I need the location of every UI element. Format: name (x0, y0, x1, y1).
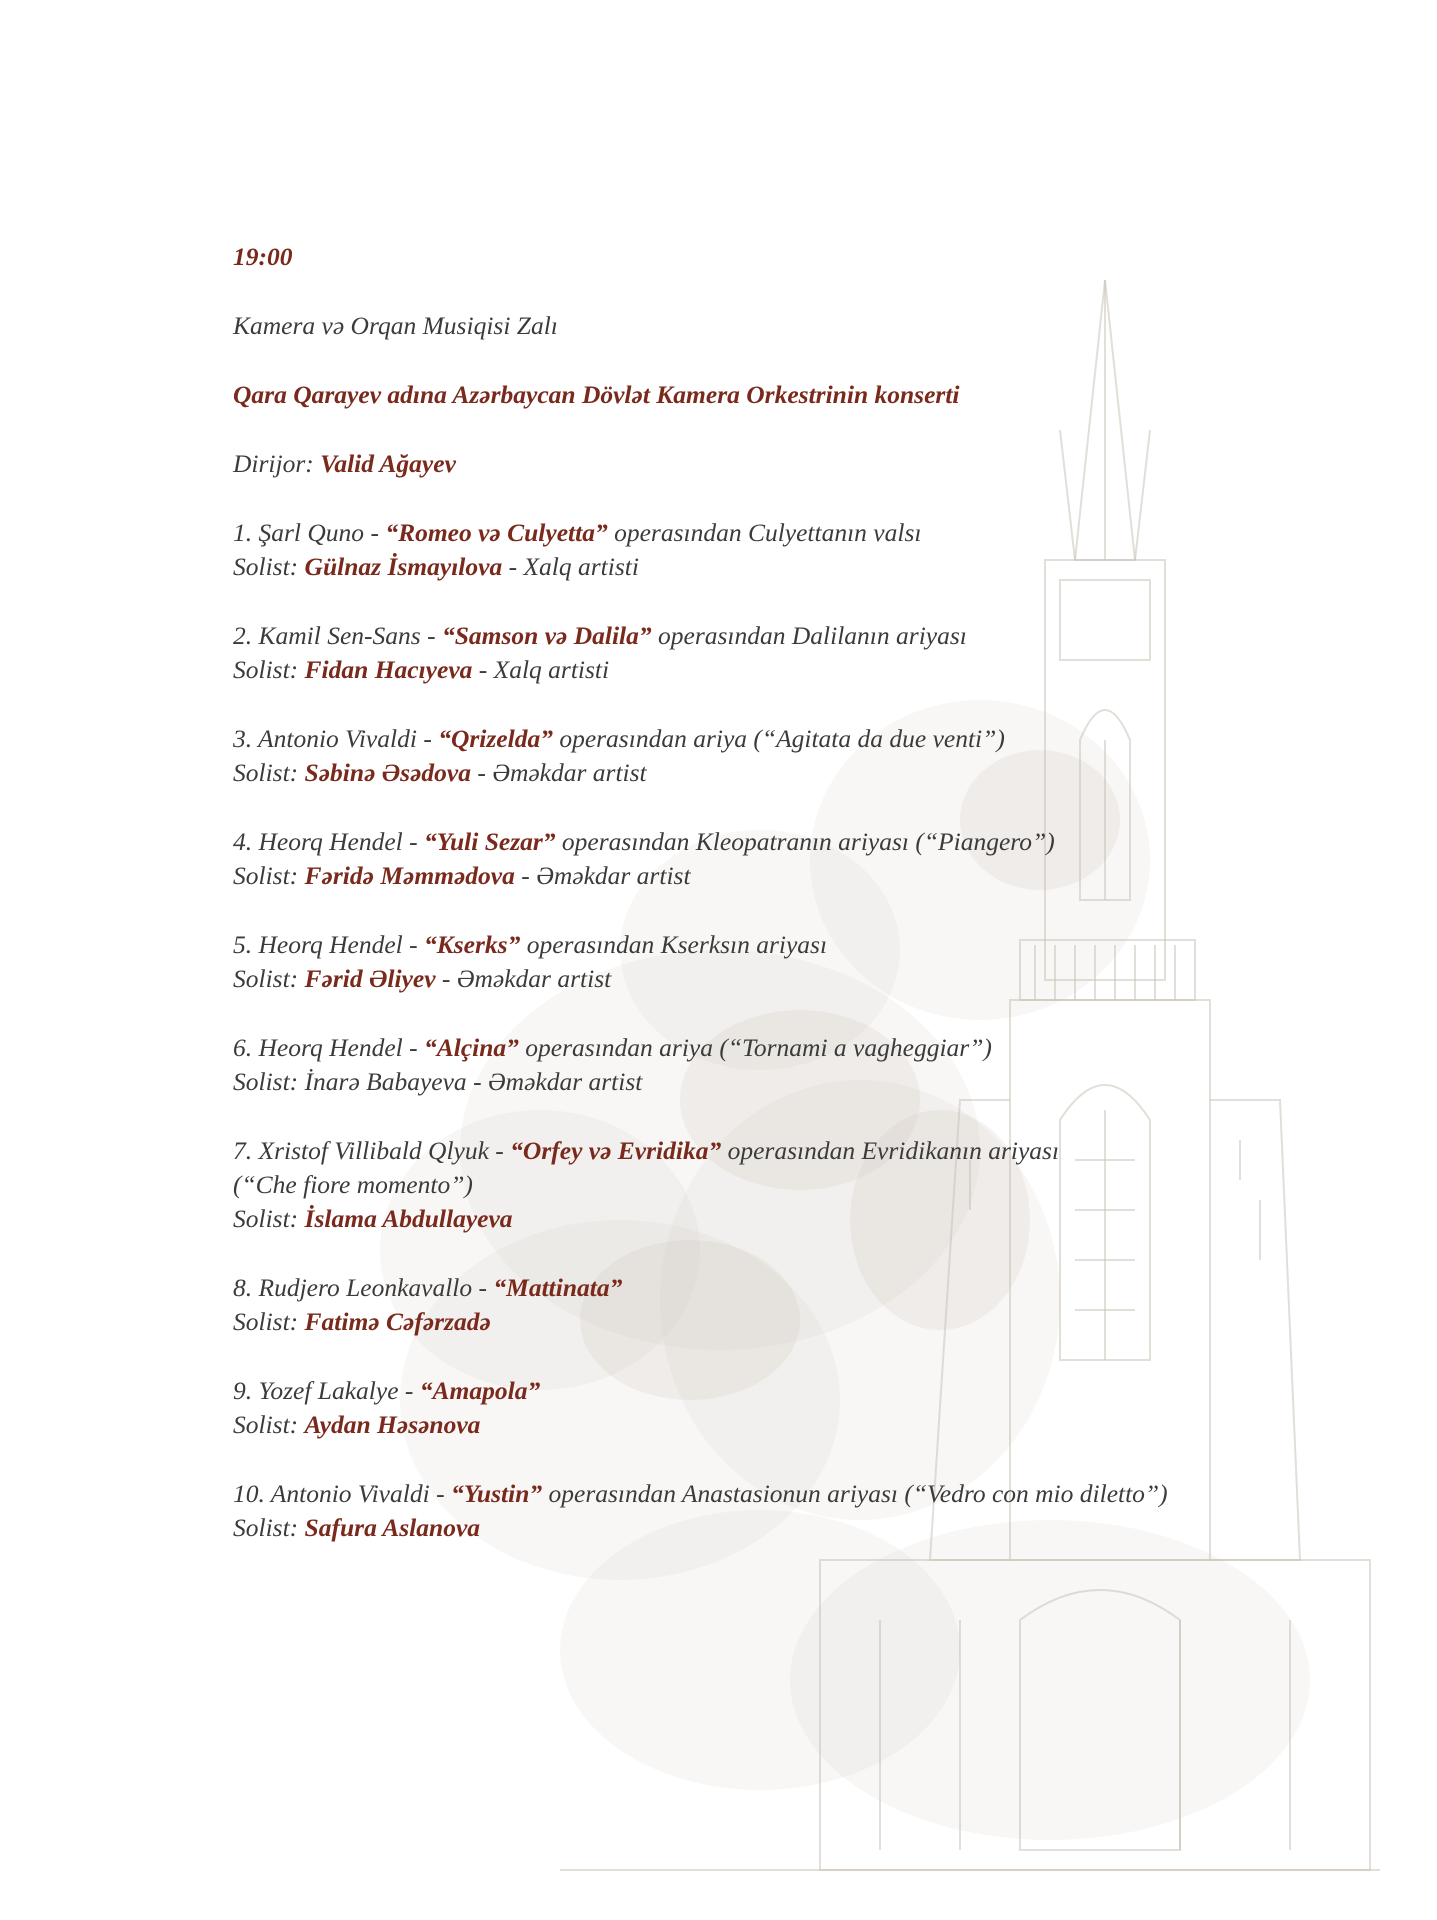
soloist-label: Solist: (233, 758, 305, 787)
composer: Şarl Quno (258, 518, 365, 547)
work-desc: operasından ariya (“Tornami a vagheggiar”) (518, 1033, 992, 1062)
item-number: 4. (233, 827, 253, 856)
item-number: 2. (233, 621, 253, 650)
soloist-title: - Xalq artisti (472, 655, 610, 684)
item-number: 9. (233, 1376, 253, 1405)
soloist-title: - Əməkdar artist (435, 964, 612, 993)
program-item (233, 619, 1353, 687)
soloist-name: Fatimə Cəfərzadə (304, 1307, 491, 1336)
work-title: “Amapola” (419, 1376, 541, 1405)
piece-line: 8. Rudjero Leonkavallo - “Mattinata” (233, 1273, 623, 1302)
program-item (233, 516, 1353, 584)
work-title: “Qrizelda” (438, 724, 553, 753)
soloist-line (233, 1065, 1353, 1099)
work-title: “Romeo və Culyetta” (385, 518, 608, 547)
work-desc: operasından Dalilanın ariyası (651, 621, 967, 650)
soloist-line (233, 756, 1353, 790)
piece-line: 2. Kamil Sen-Sans - “Samson və Dalila” operasından Dalilanın ariyası (233, 621, 967, 650)
program-item (233, 1374, 1353, 1442)
conductor-name: Valid Ağayev (320, 449, 456, 478)
soloist-label: Solist: (233, 1067, 305, 1096)
soloist-name: İnarə Babayeva (304, 1067, 467, 1096)
composer: Antonio Vivaldi (270, 1479, 430, 1508)
composer: Yozef Lakalye (258, 1376, 399, 1405)
item-number: 5. (233, 930, 253, 959)
soloist-name: Fidan Hacıyeva (304, 655, 473, 684)
soloist-title: - Əməkdar artist (470, 758, 647, 787)
soloist-name: Gülnaz İsmayılova (304, 552, 503, 581)
item-number: 8. (233, 1273, 253, 1302)
program-item (233, 1031, 1353, 1099)
conductor-line (233, 447, 1353, 481)
soloist-label: Solist: (233, 1410, 305, 1439)
soloist-line (233, 859, 1353, 893)
soloist-name: Səbinə Əsədova (304, 758, 471, 787)
work-desc: operasından Kleopatranın ariyası (“Piangero”) (555, 827, 1055, 856)
concert-title: Qara Qarayev adına Azərbaycan Dövlət Kamera Orkestrinin konserti (233, 380, 960, 409)
item-number: 7. (233, 1136, 253, 1165)
work-desc: operasından Anastasionun ariyası (“Vedro con mio diletto”) (542, 1479, 1168, 1508)
soloist-label: Solist: (233, 655, 305, 684)
piece-line: 6. Heorq Hendel - “Alçina” operasından ariya (“Tornami a vagheggiar”) (233, 1033, 992, 1062)
composer: Kamil Sen-Sans (258, 621, 421, 650)
item-number: 6. (233, 1033, 253, 1062)
venue: Kamera və Orqan Musiqisi Zalı (233, 311, 558, 340)
composer: Heorq Hendel (258, 827, 403, 856)
program-item (233, 1134, 1353, 1236)
soloist-label: Solist: (233, 1307, 305, 1336)
work-title: “Yustin” (450, 1479, 543, 1508)
piece-line: 10. Antonio Vivaldi - “Yustin” operasından Anastasionun ariyası (“Vedro con mio diletto”) (233, 1479, 1168, 1508)
soloist-name: Fəridə Məmmədova (304, 861, 515, 890)
composer: Rudjero Leonkavallo (258, 1273, 473, 1302)
work-title: “Kserks” (423, 930, 521, 959)
work-title: “Orfey və Evridika” (510, 1136, 722, 1165)
soloist-line (233, 653, 1353, 687)
work-title: “Alçina” (423, 1033, 519, 1062)
work-title: “Mattinata” (493, 1273, 623, 1302)
soloist-line (233, 1305, 1353, 1339)
program-item (233, 928, 1353, 996)
soloist-name: Safura Aslanova (304, 1513, 481, 1542)
program-item (233, 825, 1353, 893)
soloist-name: Fərid Əliyev (304, 964, 436, 993)
piece-line: 5. Heorq Hendel - “Kserks” operasından Kserksın ariyası (233, 930, 828, 959)
program-item (233, 722, 1353, 790)
soloist-label: Solist: (233, 964, 305, 993)
item-number: 1. (233, 518, 253, 547)
soloist-label: Solist: (233, 552, 305, 581)
work-desc: operasından Kserksın ariyası (520, 930, 828, 959)
item-number: 3. (233, 724, 253, 753)
soloist-line (233, 1408, 1353, 1442)
composer: Antonio Vivaldi (258, 724, 417, 753)
work-desc: operasından ariya (“Agitata da due venti”) (552, 724, 1005, 753)
work-title: “Yuli Sezar” (423, 827, 556, 856)
soloist-label: Solist: (233, 861, 305, 890)
piece-line: 1. Şarl Quno - “Romeo və Culyetta” operasından Culyettanın valsı (233, 518, 922, 547)
soloist-line (233, 1202, 1353, 1236)
program-list (233, 516, 1353, 1545)
composer: Heorq Hendel (258, 1033, 403, 1062)
work-title: “Samson və Dalila” (441, 621, 652, 650)
conductor-label: Dirijor: (233, 449, 321, 478)
soloist-title: - Xalq artisti (502, 552, 639, 581)
soloist-label: Solist: (233, 1204, 305, 1233)
item-number: 10. (233, 1479, 265, 1508)
composer: Heorq Hendel (258, 930, 403, 959)
piece-line-continued: (“Che fiore momento”) (233, 1170, 473, 1199)
piece-line: 4. Heorq Hendel - “Yuli Sezar” operasından Kleopatranın ariyası (“Piangero”) (233, 827, 1055, 856)
soloist-line (233, 1511, 1353, 1545)
soloist-label: Solist: (233, 1513, 305, 1542)
work-desc: operasından Culyettanın valsı (607, 518, 922, 547)
piece-line: 3. Antonio Vivaldi - “Qrizelda” operasından ariya (“Agitata da due venti”) (233, 724, 1005, 753)
soloist-title: - Əməkdar artist (466, 1067, 643, 1096)
program-item (233, 1477, 1353, 1545)
soloist-line (233, 550, 1353, 584)
soloist-title: - Əməkdar artist (514, 861, 691, 890)
work-desc: operasından Evridikanın ariyası (721, 1136, 1060, 1165)
program-item (233, 1271, 1353, 1339)
program-content (233, 240, 1353, 1580)
concert-time: 19:00 (233, 242, 293, 271)
piece-line: 7. Xristof Villibald Qlyuk - “Orfey və Evridika” operasından Evridikanın ariyası (233, 1136, 1060, 1165)
soloist-name: İslama Abdullayeva (304, 1204, 513, 1233)
soloist-line (233, 962, 1353, 996)
piece-line: 9. Yozef Lakalye - “Amapola” (233, 1376, 541, 1405)
soloist-name: Aydan Həsənova (304, 1410, 481, 1439)
composer: Xristof Villibald Qlyuk (258, 1136, 489, 1165)
